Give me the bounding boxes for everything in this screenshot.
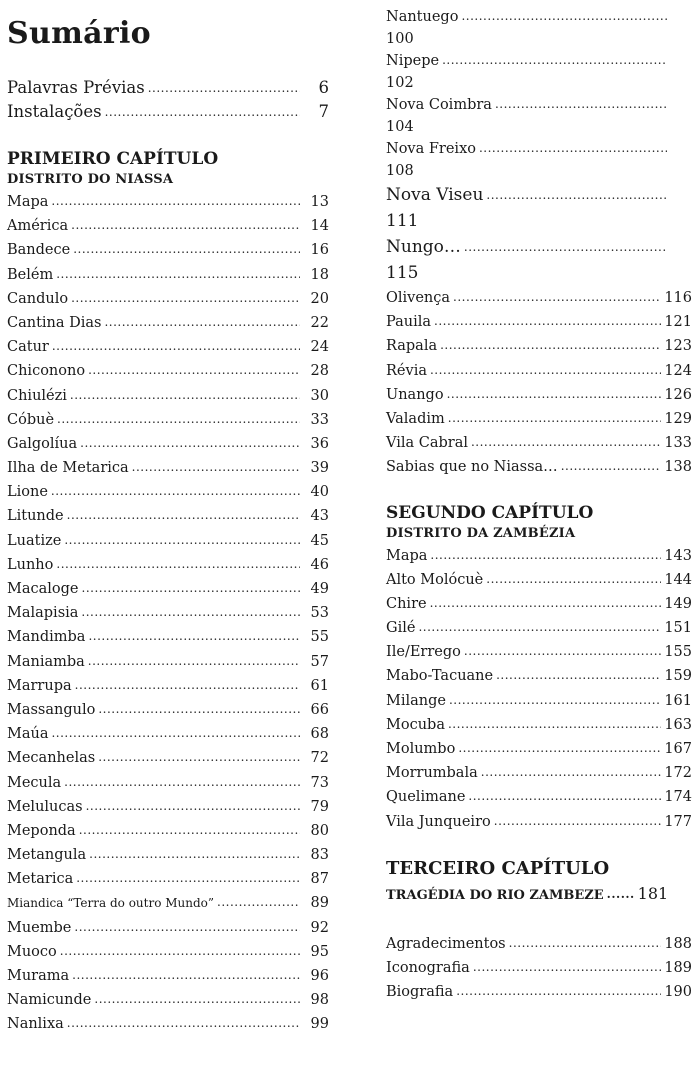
toc-entry-page: 155 [664,644,692,661]
dot-leader [80,431,300,455]
toc-entry[interactable] [386,407,692,431]
toc-entry-label: Malapisia [7,605,79,622]
toc-entry-page: 87 [310,871,329,888]
dot-leader [81,600,300,624]
dot-leader [217,890,300,914]
toc-entry-label: Chiulézi [7,387,67,404]
dot-leader [456,979,661,1003]
dot-leader [67,503,300,527]
dot-leader [56,262,300,286]
toc-entry-page: 161 [664,692,692,709]
toc-entry[interactable] [386,689,692,713]
dot-leader [448,406,662,430]
toc-entry-label: Litunde [7,508,64,525]
toc-entry[interactable] [7,1012,329,1036]
toc-entry[interactable] [7,577,329,601]
toc-entry-label: Vila Junqueiro [386,813,491,830]
chapter1-continued-entries [386,286,692,480]
toc-entry-label: Belém [7,266,54,283]
dot-leader [71,213,300,237]
toc-entry-label: Muembe [7,919,72,936]
dot-leader [561,454,662,478]
toc-entry-page: 190 [664,984,692,1001]
dot-leader [88,358,300,382]
toc-entry-label: Agradecimentos [386,935,506,952]
dot-leader [64,770,300,794]
toc-entry-page: 163 [664,716,692,733]
dot-leader [496,663,661,687]
page-title: Sumário [7,16,151,51]
dot-leader [132,455,300,479]
dot-leader [430,591,662,615]
dot-leader [607,882,635,907]
dot-leader [442,49,667,71]
dot-leader [486,567,661,591]
toc-entry-page: 61 [310,677,329,694]
toc-entry[interactable] [386,6,670,28]
dot-leader [94,987,300,1011]
toc-entry-page: 177 [664,813,692,830]
toc-entry-label: Metarica [7,871,74,888]
preliminaries-list [7,76,329,124]
toc-entry-label: Metangula [7,847,87,864]
toc-entry-label: Bandece [7,242,71,259]
toc-entry-label: Muoco [7,943,57,960]
toc-entry-page: 40 [310,484,329,501]
dot-leader [440,333,661,357]
dot-leader [76,866,300,890]
toc-entry[interactable] [386,761,692,785]
toc-entry-label: Marrupa [7,677,72,694]
chapter2-entries [386,544,692,834]
dot-leader [430,358,661,382]
toc-entry-page: 126 [664,386,692,403]
dot-leader [494,809,662,833]
toc-entry-label: Mecula [7,774,62,791]
toc-entry-page: 98 [310,992,329,1009]
toc-entry-label: Unango [386,386,444,403]
dot-leader [98,745,300,769]
toc-entry[interactable] [7,891,329,915]
toc-entry[interactable] [386,882,692,906]
toc-entry-page: 79 [310,798,329,815]
toc-entry[interactable] [7,76,329,100]
toc-entry-page: 68 [310,726,329,743]
toc-entry[interactable] [7,674,329,698]
toc-entry-page: 102 [386,75,414,91]
toc-entry[interactable] [386,138,670,160]
district-heading: DISTRITO DO NIASSA [7,172,174,187]
toc-entry-page: 124 [664,362,692,379]
dot-leader [74,915,300,939]
toc-entry-page: 6 [318,78,329,97]
chapter-heading: SEGUNDO CAPÍTULO [386,502,594,523]
toc-entry[interactable] [7,100,329,124]
toc-entry[interactable] [7,819,329,843]
toc-entry-page: 72 [310,750,329,767]
dot-leader [82,576,301,600]
toc-entry-label: Namicunde [7,992,92,1009]
toc-entry-label: Biografia [386,984,454,1001]
toc-entry-page: 18 [310,266,329,283]
toc-entry-label: Nanlixa [7,1016,64,1033]
toc-entry[interactable] [386,664,692,688]
toc-entry-label: Révia [386,362,427,379]
dot-leader [481,760,662,784]
dot-leader [453,285,661,309]
toc-entry[interactable] [7,263,329,287]
toc-entry-label: Cantina Dias [7,314,102,331]
dot-leader [86,794,300,818]
toc-entry[interactable] [7,867,329,891]
toc-entry[interactable] [7,529,329,553]
toc-entry[interactable] [7,287,329,311]
toc-entry-label: Nova Coimbra [386,97,492,113]
toc-entry-label: Valadim [386,410,445,427]
dot-leader [51,479,300,503]
toc-entry[interactable] [386,286,692,310]
toc-entry[interactable] [7,214,329,238]
toc-entry-page: 116 [664,290,692,306]
dot-leader [461,5,667,27]
dot-leader [79,818,300,842]
toc-entry-page: 100 [386,31,414,47]
toc-entry-page: 144 [664,571,692,588]
dot-leader [72,963,300,987]
toc-entry[interactable] [386,737,692,761]
dot-leader [70,383,300,407]
toc-entry[interactable] [386,932,692,956]
toc-entry[interactable] [7,722,329,746]
left-column [7,0,329,1037]
dot-leader [434,309,661,333]
toc-entry[interactable] [7,190,329,214]
toc-entry[interactable] [7,504,329,528]
toc-entry[interactable] [386,431,692,455]
toc-entry-label: Quelimane [386,789,466,806]
toc-entry-page: 133 [664,435,692,452]
toc-entry-page: 95 [310,943,329,960]
toc-entry-page: 89 [310,895,329,912]
chapter-heading: TERCEIRO CAPÍTULO [386,857,610,879]
toc-entry-label: Rapala [386,338,438,355]
dot-leader [509,931,662,955]
toc-entry-label: Massangulo [7,701,96,718]
toc-entry-label: Ile/Errego [386,644,461,661]
dot-leader [464,639,661,663]
dot-leader [458,736,661,760]
toc-entry-label: Pauila [386,314,432,331]
dot-leader [473,955,661,979]
toc-entry-page: 57 [310,653,329,670]
dot-leader [89,842,300,866]
toc-entry-page: 16 [310,242,329,259]
dot-leader [71,286,300,310]
right-column [386,0,692,1005]
toc-entry[interactable] [7,916,329,940]
toc-entry-label: Mandimba [7,629,86,646]
toc-entry[interactable] [386,568,692,592]
toc-entry-label: Chire [386,595,427,612]
dot-leader [418,615,661,639]
toc-entry-label: Sabias que no Niassa… [386,459,558,476]
toc-entry-label: Galgolíua [7,435,78,452]
toc-entry-label: Nova Freixo [386,141,476,157]
toc-entry-label: Maniamba [7,653,85,670]
toc-entry-label: Instalações [7,102,102,121]
toc-entry-label: TRAGÉDIA DO RIO ZAMBEZE [386,887,604,903]
district-heading: DISTRITO DA ZAMBÉZIA [386,525,576,541]
toc-entry-label: Morrumbala [386,765,478,782]
toc-entry[interactable] [386,455,692,479]
toc-entry-label: Maúa [7,726,49,743]
toc-entry-page: 129 [664,410,692,427]
toc-entry-label: Ilha de Metarica [7,460,129,477]
toc-entry-page: 7 [318,102,329,121]
toc-entry[interactable] [386,359,692,383]
toc-entry[interactable] [7,384,329,408]
toc-entry-page: 36 [310,435,329,452]
dot-leader [57,407,300,431]
toc-entry-page: 20 [310,290,329,307]
toc-entry-page: 111 [386,211,419,231]
toc-entry-page: 92 [310,919,329,936]
toc-entry-page: 14 [310,218,329,235]
toc-entry-page: 104 [386,119,414,135]
toc-entry[interactable] [386,544,692,568]
toc-entry-label: Lione [7,484,48,501]
dot-leader [73,237,300,261]
toc-entry-label: Melulucas [7,798,83,815]
toc-entry-page: 33 [310,411,329,428]
toc-entry-label: Gilé [386,620,416,637]
chapter1-entries [7,190,329,1037]
toc-entry-label: Molumbo [386,741,456,757]
toc-entry-label: Murama [7,968,70,984]
toc-entry[interactable] [7,771,329,795]
toc-entry[interactable] [7,408,329,432]
toc-entry[interactable] [386,334,692,358]
toc-entry-label: Mapa [386,547,428,564]
toc-entry-label: Lunho [7,556,54,573]
dot-leader [104,310,300,334]
dot-leader [75,673,300,697]
toc-entry-page: 13 [310,194,329,210]
toc-entry[interactable] [386,616,692,640]
toc-entry-page: 99 [310,1016,329,1033]
appendix-entries [386,932,692,1005]
toc-entry-page: 181 [637,883,669,903]
toc-entry-label: Catur [7,339,49,356]
dot-leader [67,1011,300,1035]
toc-entry-page: 108 [386,163,414,179]
toc-entry-label: Meponda [7,822,76,839]
toc-entry-page: 55 [310,629,329,646]
toc-entry[interactable] [386,383,692,407]
dot-leader [495,93,667,115]
toc-entry[interactable] [7,311,329,335]
toc-entry-label: Olivença [386,290,451,306]
toc-entry[interactable] [7,650,329,674]
toc-entry[interactable] [386,94,670,116]
toc-entry-label: Mocuba [386,716,445,733]
toc-entry-page: 53 [310,605,329,622]
toc-entry-label: Chiconono [7,363,86,380]
toc-entry-label: Miandica “Terra do outro Mundo” [7,896,215,911]
toc-entry-page: 45 [310,532,329,549]
toc-entry-label: Nova Viseu [386,185,484,205]
chapter1-wrapped-entries [386,6,692,286]
toc-entry-page: 115 [386,263,419,283]
toc-entry[interactable] [386,640,692,664]
toc-entry-page: 189 [664,960,692,977]
toc-entry-label: Nantuego [386,9,459,25]
toc-entry-page: 172 [664,765,692,782]
toc-entry[interactable] [7,601,329,625]
toc-entry[interactable] [7,238,329,262]
dot-leader [148,75,300,100]
toc-entry[interactable] [7,964,329,988]
toc-entry-label: Iconografia [386,960,470,977]
toc-entry[interactable] [386,592,692,616]
dot-leader [56,552,300,576]
toc-entry-page: 49 [310,581,329,597]
dot-leader [448,712,661,736]
dot-leader [60,939,300,963]
toc-entry-page: 167 [664,741,692,757]
dot-leader [105,99,300,124]
toc-entry[interactable] [7,698,329,722]
dot-leader [88,649,300,673]
toc-entry-page: 83 [310,847,329,864]
toc-entry[interactable] [386,956,692,980]
toc-entry[interactable] [7,795,329,819]
toc-entry[interactable] [386,50,670,72]
toc-entry-label: Luatize [7,532,62,549]
dot-leader [430,543,661,567]
toc-entry-page: 30 [310,387,329,404]
toc-entry-page: 188 [664,935,692,952]
toc-entry-page: 22 [310,314,329,331]
toc-entry-label: Mecanhelas [7,750,96,767]
toc-entry-page: 73 [310,774,329,791]
toc-entry-label: Macaloge [7,581,79,597]
toc-entry-page: 28 [310,363,329,380]
toc-entry-page: 149 [664,595,692,612]
toc-entry[interactable] [386,810,692,834]
dot-leader [447,382,662,406]
toc-entry[interactable] [386,785,692,809]
dot-leader [88,624,300,648]
toc-entry-label: Vila Cabral [386,435,468,452]
toc-entry[interactable] [7,480,329,504]
toc-entry[interactable] [7,359,329,383]
toc-entry[interactable] [386,713,692,737]
toc-entry[interactable] [7,843,329,867]
toc-entry-page: 159 [664,668,692,685]
toc-entry[interactable] [7,746,329,770]
dot-leader [98,697,300,721]
toc-entry-label: Alto Molócuè [386,571,484,588]
dot-leader [449,688,661,712]
chapter-heading: PRIMEIRO CAPÍTULO [7,149,219,169]
toc-entry-page: 24 [310,339,329,356]
toc-entry[interactable] [7,988,329,1012]
dot-leader [471,430,661,454]
toc-entry[interactable] [7,940,329,964]
toc-entry-page: 151 [664,620,692,637]
toc-entry-page: 121 [664,314,692,331]
toc-entry-label: Mapa [7,194,49,210]
toc-entry[interactable] [386,234,670,260]
toc-entry-label: Nipepe [386,53,440,69]
toc-entry-label: Candulo [7,290,69,307]
dot-leader [51,189,300,213]
toc-entry-page: 96 [310,968,329,984]
toc-entry-label: Nungo… [386,237,461,257]
dot-leader [486,181,667,208]
toc-entry[interactable] [386,182,670,208]
dot-leader [479,137,667,159]
toc-entry-page: 143 [664,547,692,564]
toc-entry-page: 123 [664,338,692,355]
toc-entry-page: 138 [664,459,692,476]
dot-leader [464,233,667,260]
toc-entry[interactable] [7,432,329,456]
toc-entry-page: 43 [310,508,329,525]
toc-entry-label: Mabo-Tacuane [386,668,494,685]
toc-entry[interactable] [7,335,329,359]
dot-leader [468,784,661,808]
toc-entry[interactable] [386,980,692,1004]
dot-leader [64,528,300,552]
toc-entry[interactable] [7,625,329,649]
toc-entry[interactable] [7,456,329,480]
toc-entry-page: 80 [310,822,329,839]
toc-entry-page: 46 [310,556,329,573]
toc-entry-label: Cóbuè [7,411,55,428]
toc-entry-label: Milange [386,692,446,709]
toc-entry-page: 66 [310,701,329,718]
toc-entry[interactable] [386,310,692,334]
toc-entry-page: 39 [310,460,329,477]
dot-leader [51,721,300,745]
dot-leader [52,334,300,358]
toc-entry[interactable] [7,553,329,577]
toc-entry-label: América [7,218,69,235]
toc-entry-page: 174 [664,789,692,806]
toc-entry-label: Palavras Prévias [7,78,145,97]
